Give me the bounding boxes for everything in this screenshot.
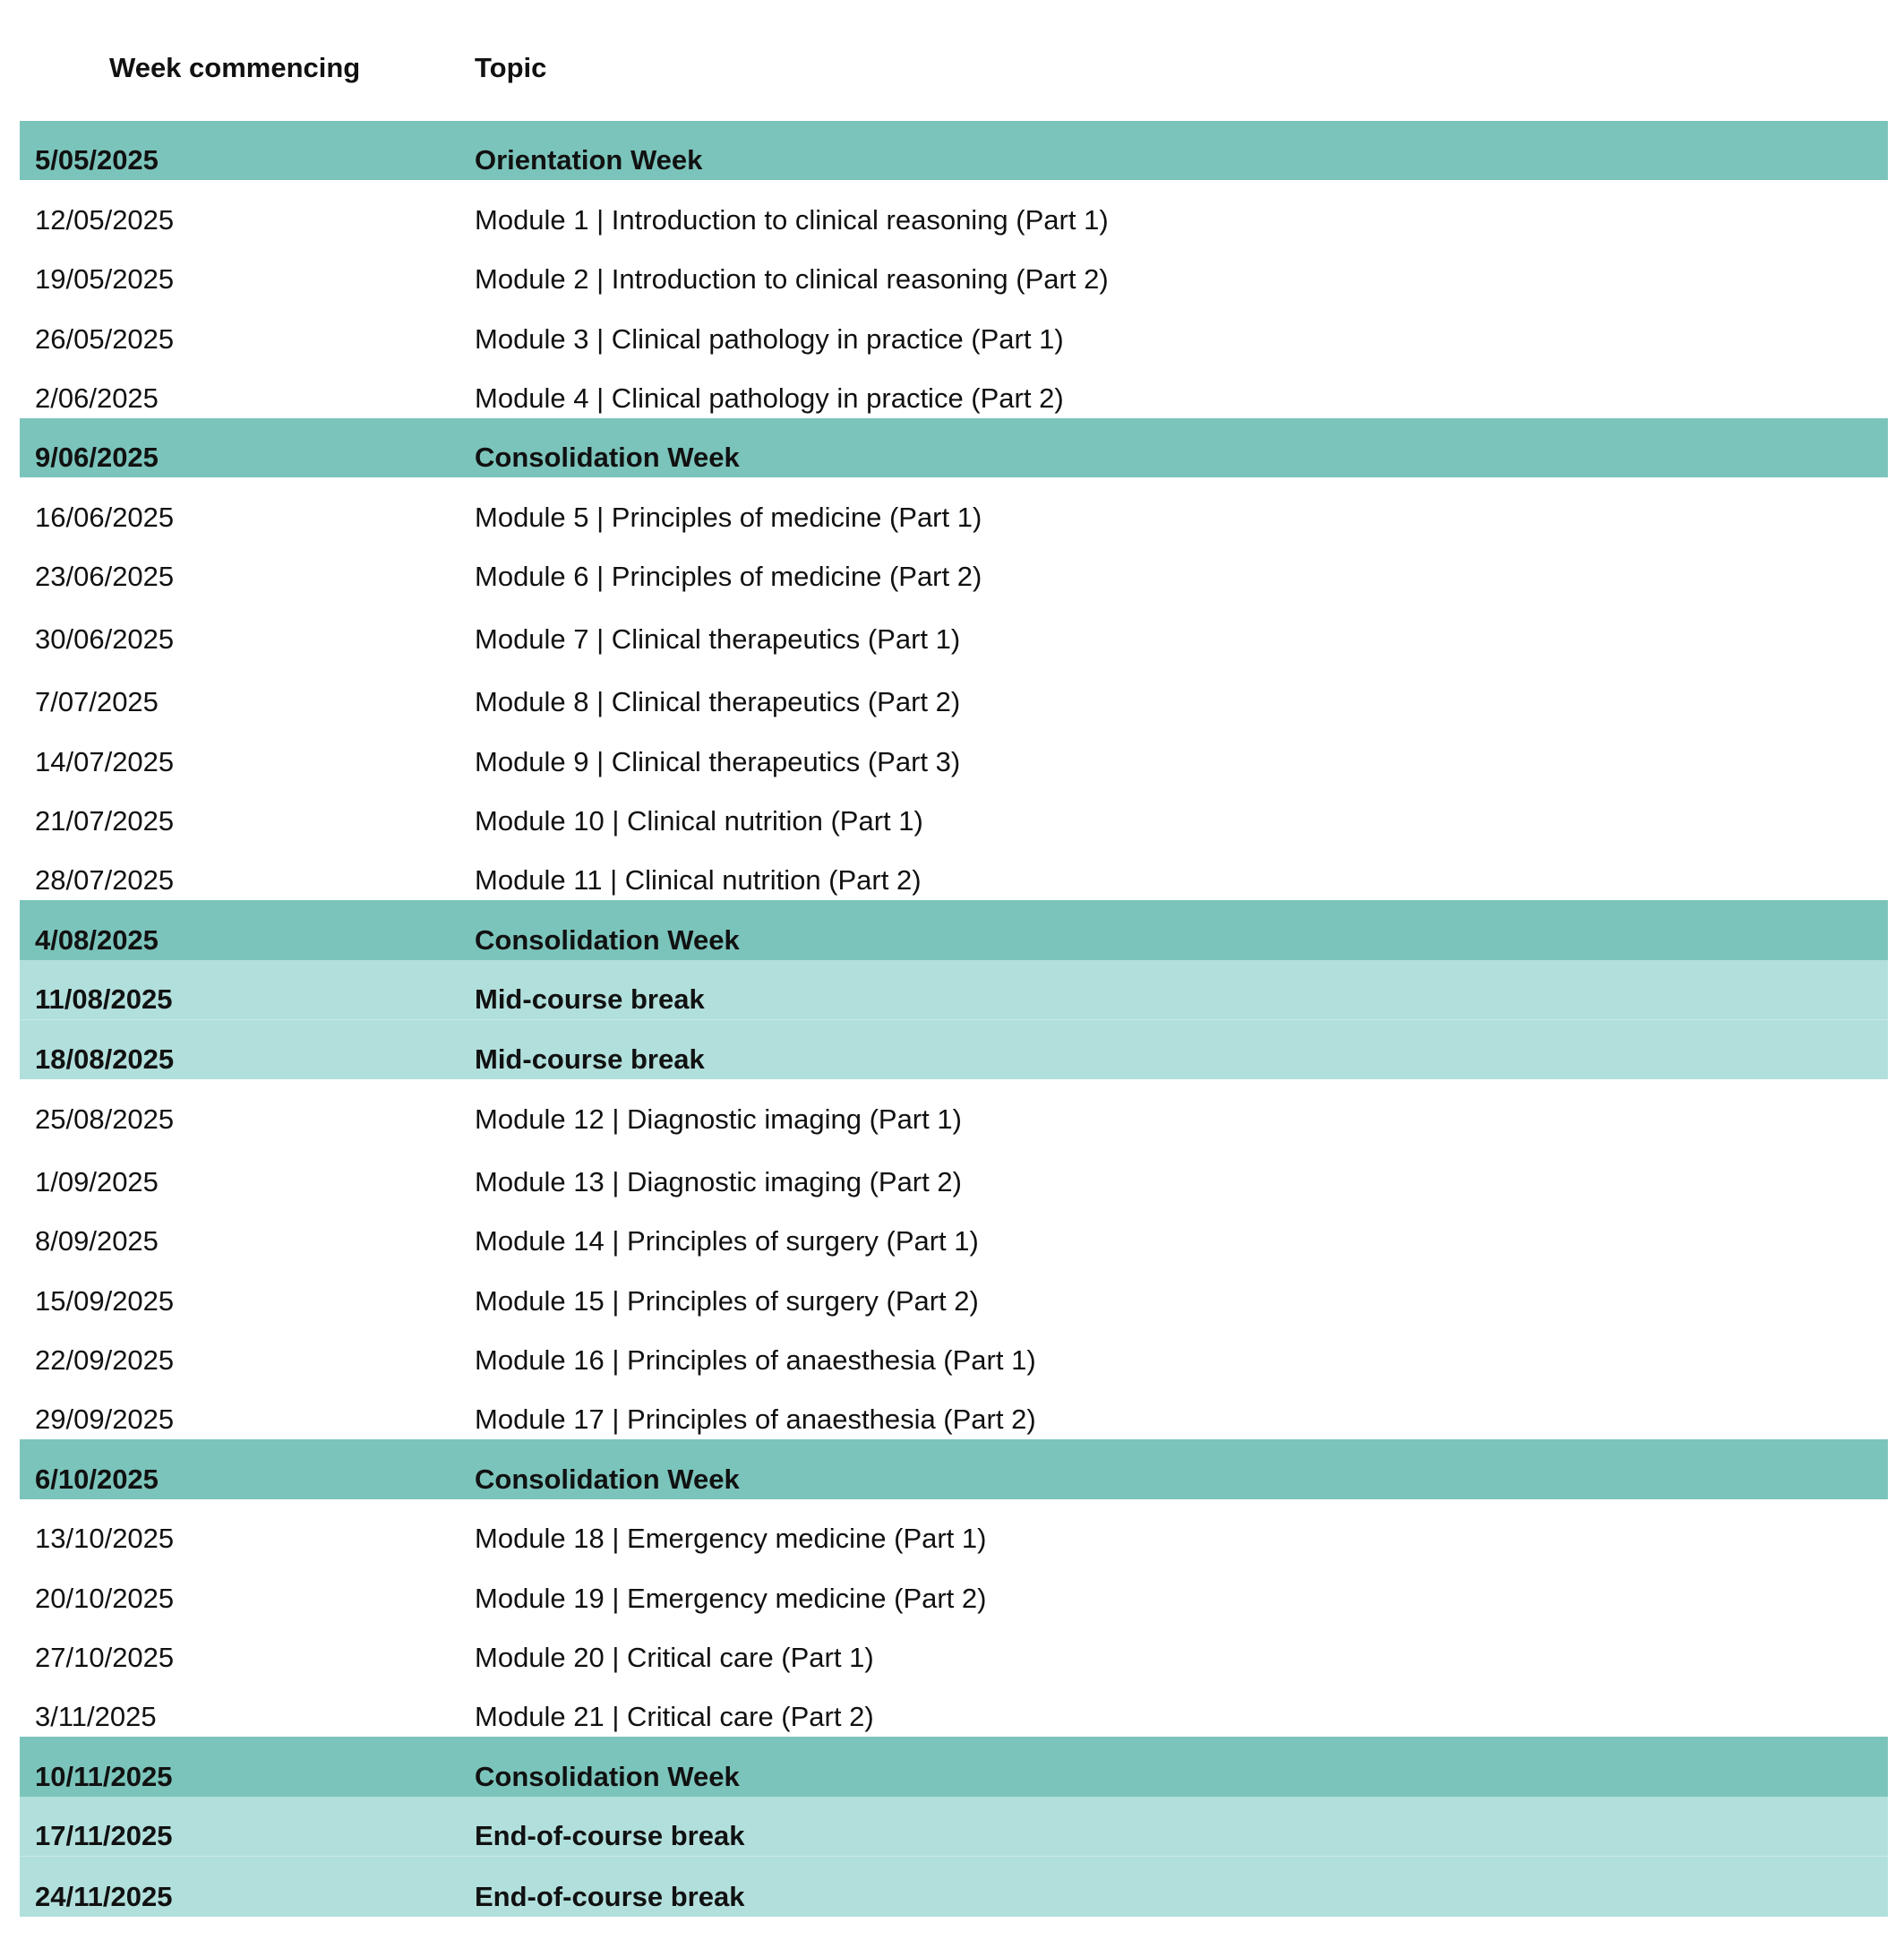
- topic-cell: Module 11 | Clinical nutrition (Part 2): [475, 864, 922, 897]
- topic-cell: Consolidation Week: [475, 442, 740, 474]
- table-row: [20, 900, 1888, 959]
- table-row: [20, 1019, 1888, 1079]
- table-row: [20, 1380, 1888, 1439]
- topic-cell: Module 19 | Emergency medicine (Part 2): [475, 1582, 987, 1614]
- topic-cell: Module 20 | Critical care (Part 1): [475, 1641, 874, 1673]
- topic-cell: Module 8 | Clinical therapeutics (Part 2): [475, 686, 961, 718]
- week-commencing-cell: 1/09/2025: [35, 1165, 159, 1197]
- week-commencing-cell: 29/09/2025: [35, 1403, 175, 1436]
- topic-cell: Module 16 | Principles of anaesthesia (Part 1): [475, 1344, 1036, 1377]
- table-row: [20, 1618, 1888, 1678]
- week-commencing-cell: 26/05/2025: [35, 322, 175, 355]
- column-header-topic: Topic: [475, 52, 547, 83]
- topic-cell: Module 13 | Diagnostic imaging (Part 2): [475, 1165, 962, 1197]
- topic-cell: Module 7 | Clinical therapeutics (Part 1): [475, 623, 961, 656]
- schedule-table: [20, 121, 1888, 1917]
- week-commencing-cell: 25/08/2025: [35, 1103, 175, 1135]
- week-commencing-cell: 7/07/2025: [35, 686, 159, 718]
- week-commencing-cell: 4/08/2025: [35, 923, 159, 956]
- topic-cell: Module 12 | Diagnostic imaging (Part 1): [475, 1103, 962, 1135]
- week-commencing-cell: 6/10/2025: [35, 1463, 159, 1495]
- week-commencing-cell: 5/05/2025: [35, 144, 159, 176]
- week-commencing-cell: 11/08/2025: [35, 983, 173, 1016]
- column-header-week-commencing: Week commencing: [109, 52, 361, 83]
- topic-cell: Module 5 | Principles of medicine (Part 1): [475, 501, 982, 533]
- week-commencing-cell: 20/10/2025: [35, 1582, 175, 1614]
- topic-cell: Orientation Week: [475, 144, 703, 176]
- table-row: [20, 537, 1888, 597]
- table-row: [20, 597, 1888, 659]
- table-row: [20, 1797, 1888, 1856]
- week-commencing-cell: 23/06/2025: [35, 561, 175, 593]
- week-commencing-cell: 30/06/2025: [35, 623, 175, 656]
- table-row: [20, 1737, 1888, 1796]
- week-commencing-cell: 3/11/2025: [35, 1701, 157, 1733]
- table-row: [20, 1202, 1888, 1261]
- topic-cell: Module 17 | Principles of anaesthesia (Part 2): [475, 1403, 1036, 1436]
- topic-cell: End-of-course break: [475, 1880, 745, 1912]
- table-row: [20, 841, 1888, 900]
- topic-cell: Module 10 | Clinical nutrition (Part 1): [475, 804, 923, 837]
- week-commencing-cell: 12/05/2025: [35, 203, 175, 236]
- topic-cell: Module 6 | Principles of medicine (Part 2): [475, 561, 982, 593]
- topic-cell: Mid-course break: [475, 983, 705, 1016]
- table-row: [20, 477, 1888, 536]
- table-row: [20, 722, 1888, 781]
- topic-cell: Module 2 | Introduction to clinical reasoning (Part 2): [475, 263, 1109, 296]
- table-row: [20, 1321, 1888, 1380]
- week-commencing-cell: 21/07/2025: [35, 804, 175, 837]
- week-commencing-cell: 28/07/2025: [35, 864, 175, 897]
- week-commencing-cell: 9/06/2025: [35, 442, 159, 474]
- topic-cell: Module 3 | Clinical pathology in practice (Part 1): [475, 322, 1064, 355]
- week-commencing-cell: 13/10/2025: [35, 1523, 175, 1555]
- table-row: [20, 1261, 1888, 1320]
- week-commencing-cell: 2/06/2025: [35, 382, 159, 414]
- table-row: [20, 121, 1888, 180]
- week-commencing-cell: 16/06/2025: [35, 501, 175, 533]
- table-row: [20, 1439, 1888, 1498]
- table-row: [20, 782, 1888, 841]
- table-row: [20, 240, 1888, 299]
- table-row: [20, 180, 1888, 239]
- topic-cell: Module 14 | Principles of surgery (Part 1): [475, 1225, 979, 1257]
- table-row: [20, 1139, 1888, 1202]
- table-row: [20, 359, 1888, 418]
- table-row: [20, 299, 1888, 358]
- week-commencing-cell: 19/05/2025: [35, 263, 175, 296]
- table-row: [20, 659, 1888, 722]
- week-commencing-cell: 27/10/2025: [35, 1641, 175, 1673]
- topic-cell: Module 9 | Clinical therapeutics (Part 3): [475, 745, 961, 777]
- table-row: [20, 1678, 1888, 1737]
- topic-cell: Mid-course break: [475, 1043, 705, 1076]
- topic-cell: Consolidation Week: [475, 1463, 740, 1495]
- table-row: [20, 1499, 1888, 1558]
- week-commencing-cell: 22/09/2025: [35, 1344, 175, 1377]
- week-commencing-cell: 18/08/2025: [35, 1043, 175, 1076]
- topic-cell: End-of-course break: [475, 1820, 745, 1852]
- topic-cell: Module 21 | Critical care (Part 2): [475, 1701, 874, 1733]
- week-commencing-cell: 15/09/2025: [35, 1284, 175, 1317]
- week-commencing-cell: 10/11/2025: [35, 1760, 173, 1792]
- table-row: [20, 1856, 1888, 1916]
- week-commencing-cell: 24/11/2025: [35, 1880, 173, 1912]
- week-commencing-cell: 14/07/2025: [35, 745, 175, 777]
- table-row: [20, 1079, 1888, 1138]
- table-row: [20, 1558, 1888, 1618]
- topic-cell: Module 4 | Clinical pathology in practice (Part 2): [475, 382, 1064, 414]
- topic-cell: Consolidation Week: [475, 1760, 740, 1792]
- week-commencing-cell: 8/09/2025: [35, 1225, 159, 1257]
- table-row: [20, 418, 1888, 477]
- table-row: [20, 960, 1888, 1019]
- topic-cell: Consolidation Week: [475, 923, 740, 956]
- topic-cell: Module 15 | Principles of surgery (Part 2): [475, 1284, 979, 1317]
- week-commencing-cell: 17/11/2025: [35, 1820, 173, 1852]
- topic-cell: Module 18 | Emergency medicine (Part 1): [475, 1523, 987, 1555]
- topic-cell: Module 1 | Introduction to clinical reasoning (Part 1): [475, 203, 1109, 236]
- table-header: [20, 0, 1888, 121]
